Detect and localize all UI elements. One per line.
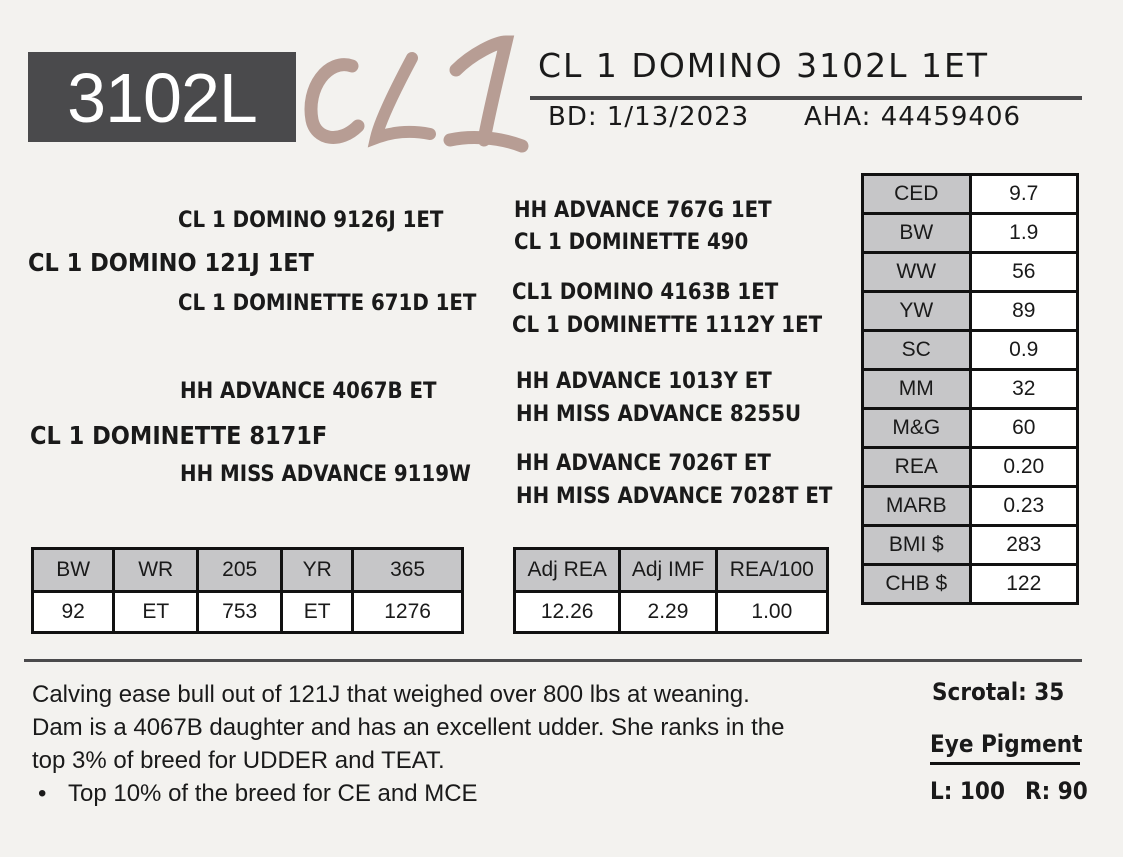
aha-number: AHA: 44459406 xyxy=(804,102,1022,132)
pedigree-sire-sire: CL 1 DOMINO 9126J 1ET xyxy=(178,208,444,233)
pedigree-ggp: HH ADVANCE 1013Y ET xyxy=(516,369,772,394)
weights-header: BW xyxy=(33,549,114,592)
pedigree-sire-dam: CL 1 DOMINETTE 671D 1ET xyxy=(178,291,477,316)
description-line: top 3% of breed for UDDER and TEAT. xyxy=(32,747,445,774)
bullet-text: Top 10% of the breed for CE and MCE xyxy=(68,780,478,807)
epd-row xyxy=(863,448,1078,487)
epd-label: SC xyxy=(863,331,971,370)
epd-row xyxy=(863,565,1078,604)
pedigree-ggp: HH MISS ADVANCE 7028T ET xyxy=(516,484,833,509)
epd-value: 89 xyxy=(970,292,1078,331)
epd-value: 0.23 xyxy=(970,487,1078,526)
pedigree-ggp: CL1 DOMINO 4163B 1ET xyxy=(512,280,779,305)
weights-value: ET xyxy=(282,592,353,633)
weights-value: 1276 xyxy=(353,592,463,633)
ultrasound-table xyxy=(513,547,829,634)
pedigree-dam-dam: HH MISS ADVANCE 9119W xyxy=(180,462,471,487)
pedigree-dam-sire: HH ADVANCE 4067B ET xyxy=(180,379,437,404)
epd-label: MM xyxy=(863,370,971,409)
epd-value: 1.9 xyxy=(970,214,1078,253)
logo-letter-c xyxy=(311,65,358,138)
lot-number: 3102L xyxy=(28,52,296,142)
pedigree-ggp: HH ADVANCE 767G 1ET xyxy=(514,198,772,223)
eye-pigment-title: Eye Pigment xyxy=(930,730,1083,758)
epd-label: YW xyxy=(863,292,971,331)
pedigree-dam: CL 1 DOMINETTE 8171F xyxy=(30,421,328,450)
eye-pigment-underline xyxy=(930,762,1080,765)
title-divider xyxy=(530,96,1082,100)
section-divider xyxy=(24,659,1082,662)
ultrasound-header: REA/100 xyxy=(716,549,827,592)
epd-label: BMI $ xyxy=(863,526,971,565)
pedigree-ggp: CL 1 DOMINETTE 490 xyxy=(514,230,749,255)
epd-value: 283 xyxy=(970,526,1078,565)
ultrasound-value-row xyxy=(515,592,828,633)
ultrasound-header: Adj IMF xyxy=(620,549,716,592)
weights-table xyxy=(31,547,464,634)
epd-label: MARB xyxy=(863,487,971,526)
ultrasound-value: 1.00 xyxy=(716,592,827,633)
epd-label: CED xyxy=(863,175,971,214)
epd-row xyxy=(863,253,1078,292)
weights-header: YR xyxy=(282,549,353,592)
epd-row xyxy=(863,370,1078,409)
bullet-dot-icon: • xyxy=(38,780,47,807)
epd-label: WW xyxy=(863,253,971,292)
eye-pigment-left: L: 100 xyxy=(930,777,1005,805)
epd-row xyxy=(863,487,1078,526)
weights-value-row xyxy=(33,592,463,633)
epd-value: 32 xyxy=(970,370,1078,409)
description-line: Dam is a 4067B daughter and has an excellent udder. She ranks in the xyxy=(32,714,785,741)
epd-row xyxy=(863,292,1078,331)
epd-value: 0.20 xyxy=(970,448,1078,487)
pedigree-ggp: HH ADVANCE 7026T ET xyxy=(516,451,771,476)
scrotal-measure: Scrotal: 35 xyxy=(932,678,1065,706)
pedigree-ggp: CL 1 DOMINETTE 1112Y 1ET xyxy=(512,313,823,338)
ultrasound-value: 12.26 xyxy=(515,592,620,633)
bullet-item xyxy=(38,780,478,808)
epd-value: 56 xyxy=(970,253,1078,292)
weights-header: WR xyxy=(114,549,198,592)
epd-value: 0.9 xyxy=(970,331,1078,370)
ultrasound-value: 2.29 xyxy=(620,592,716,633)
epd-value: 9.7 xyxy=(970,175,1078,214)
epd-table xyxy=(861,173,1079,605)
weights-value: 753 xyxy=(198,592,282,633)
weights-header-row xyxy=(33,549,463,592)
ultrasound-header-row xyxy=(515,549,828,592)
pedigree-sire: CL 1 DOMINO 121J 1ET xyxy=(28,248,314,277)
eye-pigment-right: R: 90 xyxy=(1025,777,1088,805)
description-line: Calving ease bull out of 121J that weighed over 800 lbs at weaning. xyxy=(32,681,750,708)
epd-label: CHB $ xyxy=(863,565,971,604)
epd-label: BW xyxy=(863,214,971,253)
birth-date: BD: 1/13/2023 xyxy=(548,102,750,132)
weights-header: 365 xyxy=(353,549,463,592)
description xyxy=(32,678,882,777)
epd-value: 60 xyxy=(970,409,1078,448)
epd-row xyxy=(863,409,1078,448)
logo-letter-l xyxy=(376,58,430,138)
epd-row xyxy=(863,175,1078,214)
epd-label: M&G xyxy=(863,409,971,448)
epd-row xyxy=(863,214,1078,253)
weights-value: 92 xyxy=(33,592,114,633)
cl1-logo xyxy=(300,28,535,158)
epd-label: REA xyxy=(863,448,971,487)
weights-header: 205 xyxy=(198,549,282,592)
epd-row xyxy=(863,331,1078,370)
weights-value: ET xyxy=(114,592,198,633)
epd-value: 122 xyxy=(970,565,1078,604)
animal-name: CL 1 DOMINO 3102L 1ET xyxy=(538,46,990,85)
epd-row xyxy=(863,526,1078,565)
ultrasound-header: Adj REA xyxy=(515,549,620,592)
logo-numeral-1 xyxy=(450,42,522,146)
pedigree-ggp: HH MISS ADVANCE 8255U xyxy=(516,402,802,427)
